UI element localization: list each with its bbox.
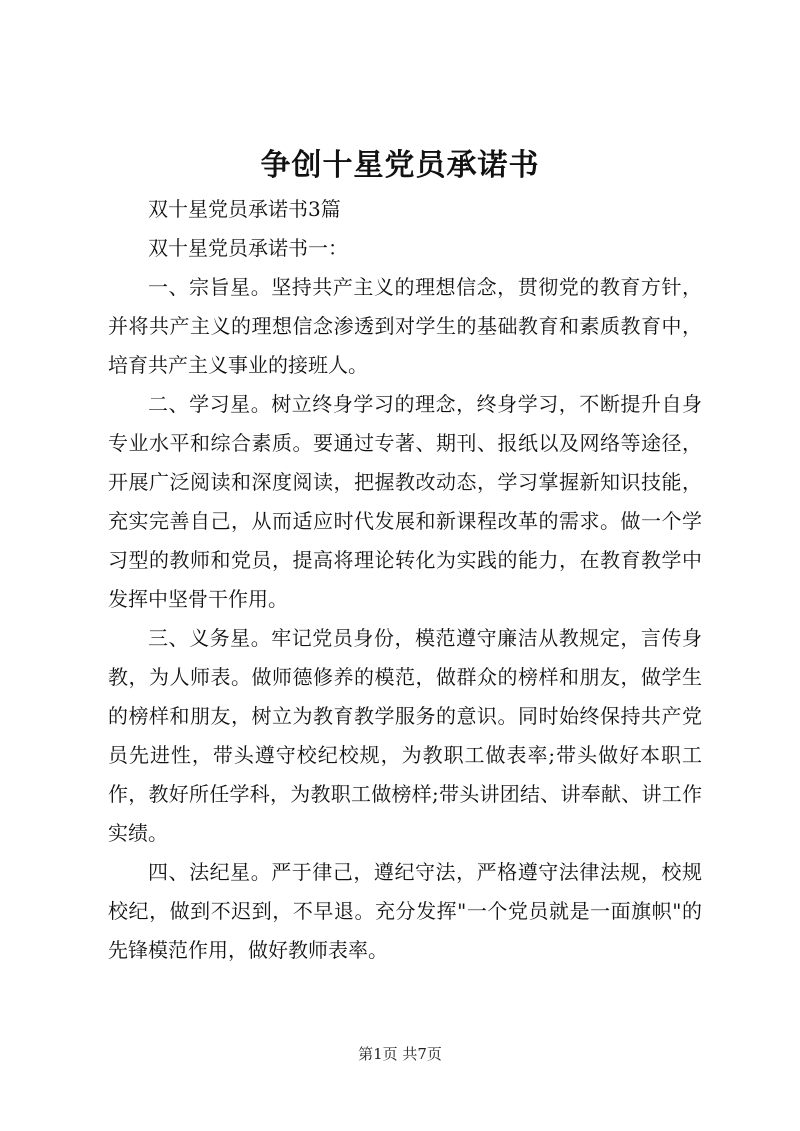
paragraph-section-heading: 双十星党员承诺书一：	[148, 236, 348, 260]
document-title: 争创十星党员承诺书	[260, 148, 540, 183]
paragraph-duty-star: 三、义务星。牢记党员身份，模范遵守廉洁从教规定，言传身教，为人师表。做师德修养的模范，做群众的榜样和朋友，做学生的榜样和朋友，树立为教育教学服务的意识。同时始终保持共产党员先进性，带头遵守校纪校规，为教职工做表率;带头做好本职工作，教好所任学科，为教职工做榜样;带头讲团结、讲奉献、讲工作实绩。	[108, 626, 702, 845]
paragraph-purpose-star: 一、宗旨星。坚持共产主义的理想信念，贯彻党的教育方针，并将共产主义的理想信念渗透到对学生的基础教育和素质教育中，培育共产主义事业的接班人。	[108, 275, 702, 377]
paragraph-study-star: 二、学习星。树立终身学习的理念，终身学习，不断提升自身专业水平和综合素质。要通过专著、期刊、报纸以及网络等途径，开展广泛阅读和深度阅读，把握教改动态，学习掌握新知识技能，充实完善自己，从而适应时代发展和新课程改革的需求。做一个学习型的教师和党员，提高将理论转化为实践的能力，在教育教学中发挥中坚骨干作用。	[108, 392, 702, 611]
paragraph-discipline-star: 四、法纪星。严于律己，遵纪守法，严格遵守法律法规，校规校纪，做到不迟到，不早退。充分发挥"一个党员就是一面旗帜"的先锋模范作用，做好教师表率。	[108, 860, 702, 962]
document-body	[108, 190, 702, 970]
page-number-footer: 第1页 共7页	[358, 1045, 442, 1063]
paragraph-subtitle: 双十星党员承诺书3篇	[148, 197, 341, 221]
